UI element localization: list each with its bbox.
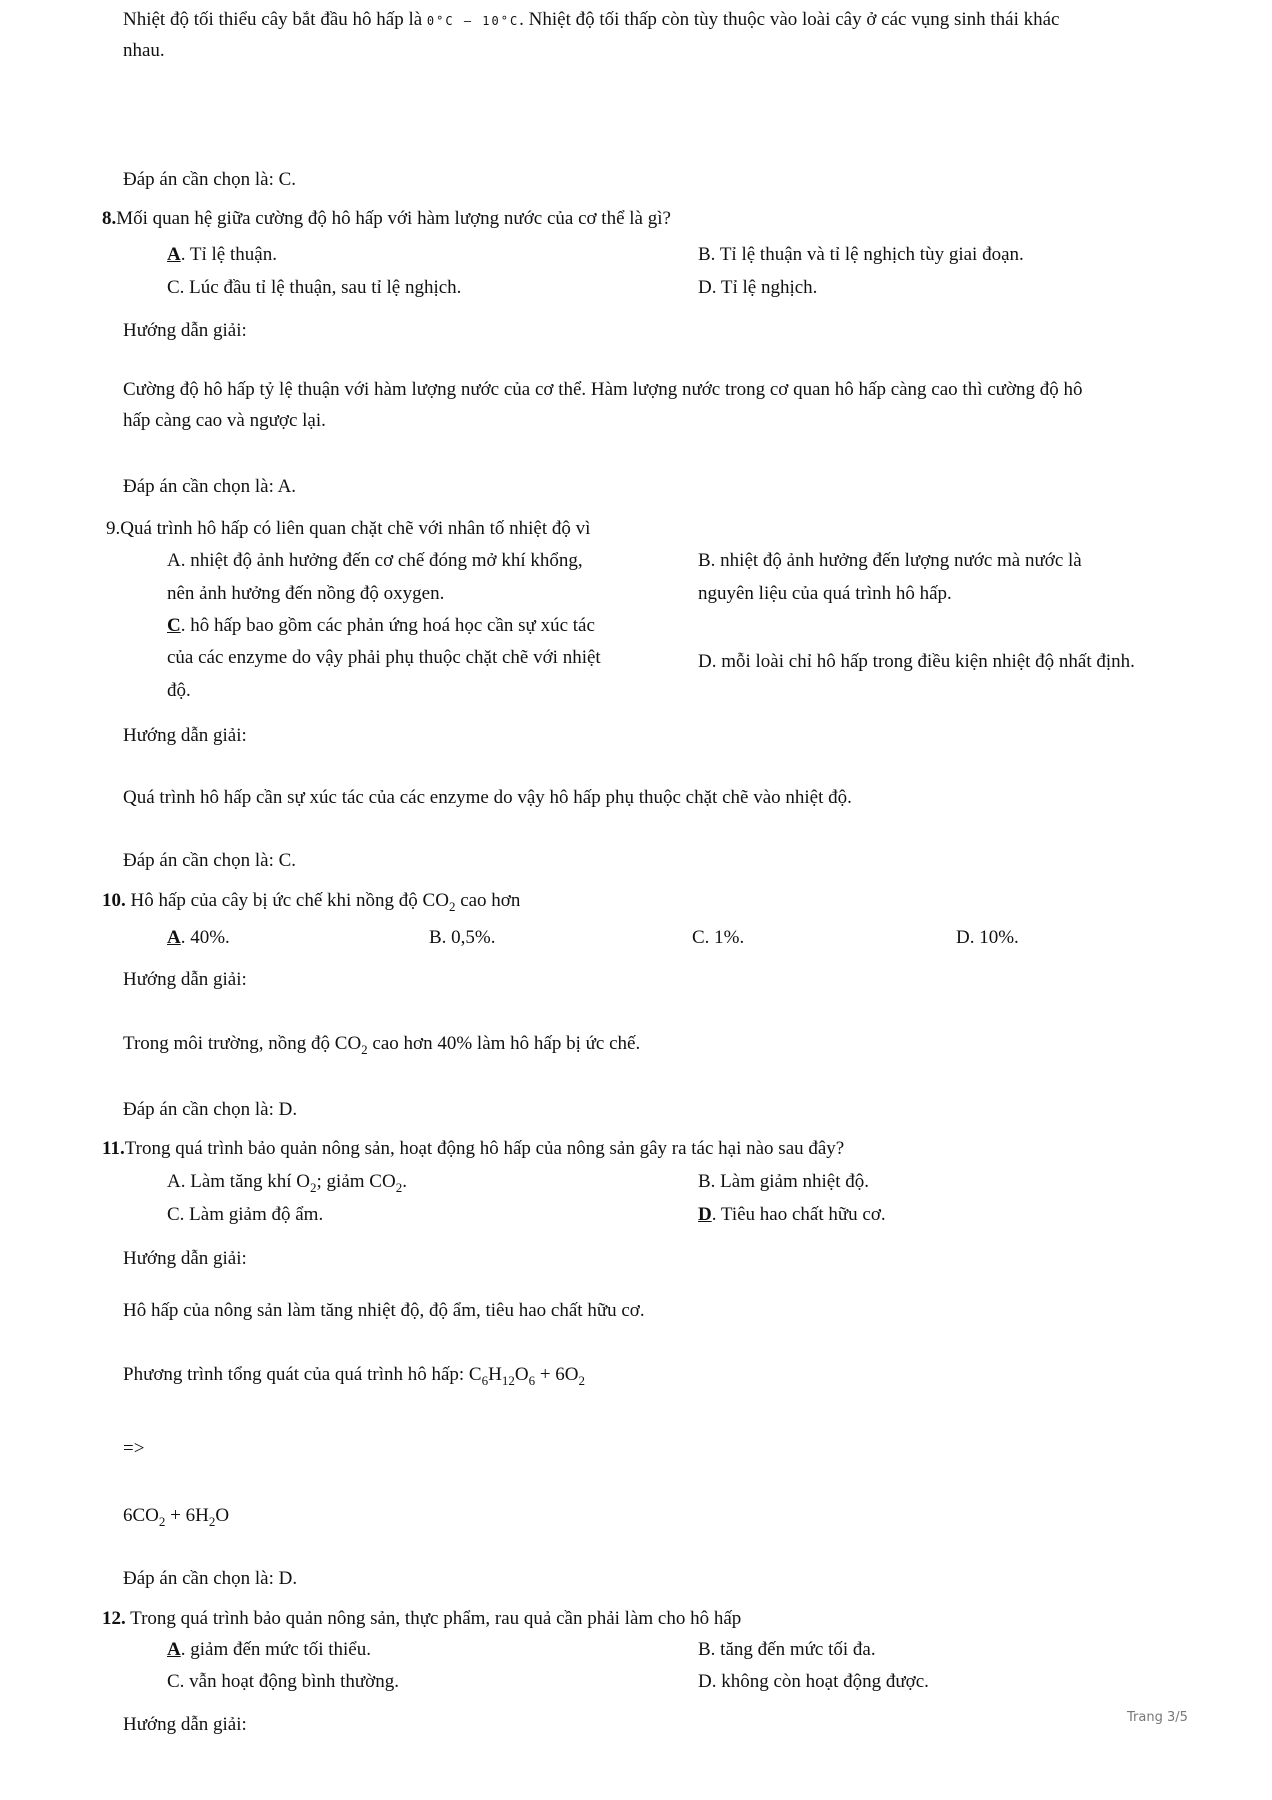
text: A. Làm tăng khí O	[167, 1171, 311, 1192]
question-number: 8.	[102, 208, 117, 229]
question-11	[102, 1138, 844, 1160]
answer-7: Đáp án cần chọn là: C.	[123, 169, 297, 190]
correct-key: C	[167, 615, 181, 636]
explanation-cont: hấp càng cao và ngược lại.	[123, 410, 326, 431]
option-b: B. tăng đến mức tối đa.	[698, 1639, 876, 1660]
subscript: 2	[158, 1513, 166, 1529]
paragraph	[123, 9, 1060, 32]
option-b: B. Tỉ lệ thuận và tỉ lệ nghịch tùy giai đoạn.	[698, 244, 1024, 265]
option-c: C. Lúc đầu tỉ lệ thuận, sau tỉ lệ nghịch.	[167, 277, 462, 298]
option-d: D. 10%.	[956, 927, 1019, 948]
explanation	[123, 1033, 640, 1055]
option-c-cont: độ.	[167, 680, 191, 701]
answer-9: Đáp án cần chọn là: C.	[123, 850, 297, 871]
option-d: D. không còn hoạt động được.	[698, 1671, 929, 1692]
option-a	[167, 1639, 371, 1661]
option-b: B. 0,5%.	[429, 927, 496, 948]
question-text: Mối quan hệ giữa cường độ hô hấp với hàm lượng nước của cơ thể là gì?	[116, 208, 671, 229]
text: cao hơn 40% làm hô hấp bị ức chế.	[367, 1033, 641, 1054]
option-a-cont: nên ảnh hưởng đến nồng độ oxygen.	[167, 583, 445, 604]
subscript: 2	[361, 1041, 368, 1057]
subscript: 2	[310, 1179, 317, 1195]
subscript: 6	[528, 1372, 536, 1388]
guide-heading: Hướng dẫn giải:	[123, 1248, 247, 1269]
paragraph-cont: nhau.	[123, 40, 165, 61]
subscript: 2	[448, 898, 456, 914]
text: . Nhiệt độ tối thấp còn tùy thuộc vào loài cây ở các vụng sinh thái khác	[519, 9, 1060, 30]
question-text: Quá trình hô hấp có liên quan chặt chẽ với nhân tố nhiệt độ vì	[120, 518, 591, 539]
text: H	[488, 1364, 502, 1385]
text: .	[402, 1171, 407, 1192]
answer-10: Đáp án cần chọn là: D.	[123, 1099, 298, 1120]
option-c: C. 1%.	[692, 927, 745, 948]
text: 6CO	[123, 1505, 159, 1526]
option-a	[167, 1171, 407, 1193]
explanation: Hô hấp của nông sản làm tăng nhiệt độ, độ ẩm, tiêu hao chất hữu cơ.	[123, 1300, 645, 1321]
question-9	[106, 518, 590, 540]
option-text: . hô hấp bao gồm các phản ứng hoá học cần sự xúc tác	[180, 615, 595, 636]
question-text: cao hơn	[455, 890, 521, 911]
question-number: 10.	[102, 890, 126, 911]
option-b-cont: nguyên liệu của quá trình hô hấp.	[698, 583, 952, 604]
option-a	[167, 927, 230, 949]
subscript: 12	[501, 1372, 515, 1388]
text: + 6H	[165, 1505, 209, 1526]
text: O	[215, 1505, 230, 1526]
arrow: =>	[123, 1438, 145, 1459]
guide-heading: Hướng dẫn giải:	[123, 969, 247, 990]
option-d: D. mỗi loài chỉ hô hấp trong điều kiện nhiệt độ nhất định.	[698, 651, 1135, 672]
temperature-range: 0°C – 10°C	[426, 14, 520, 28]
guide-heading: Hướng dẫn giải:	[123, 320, 247, 341]
explanation: Quá trình hô hấp cần sự xúc tác của các enzyme do vậy hô hấp phụ thuộc chặt chẽ vào nhiệt độ.	[123, 787, 852, 808]
text: Phương trình tổng quát của quá trình hô hấp: C	[123, 1364, 482, 1385]
option-text: . giảm đến mức tối thiểu.	[180, 1639, 371, 1660]
text: + 6O	[535, 1364, 579, 1385]
text: O	[514, 1364, 529, 1385]
answer-11: Đáp án cần chọn là: D.	[123, 1568, 298, 1589]
option-c: C. Làm giảm độ ẩm.	[167, 1204, 324, 1225]
text: Trong môi trường, nồng độ CO	[123, 1033, 362, 1054]
option-c	[167, 615, 595, 637]
subscript: 6	[481, 1372, 489, 1388]
explanation: Cường độ hô hấp tỷ lệ thuận với hàm lượng nước của cơ thể. Hàm lượng nước trong cơ quan hô hấp càng cao thì cường độ hô	[123, 379, 1083, 400]
question-text: Trong quá trình bảo quản nông sản, hoạt động hô hấp của nông sản gây ra tác hại nào sau đây?	[124, 1138, 845, 1159]
question-text: Hô hấp của cây bị ức chế khi nồng độ CO	[125, 890, 449, 911]
option-a	[167, 244, 277, 266]
answer-8: Đáp án cần chọn là: A.	[123, 476, 297, 497]
question-12	[102, 1608, 741, 1630]
guide-heading: Hướng dẫn giải:	[123, 1714, 247, 1735]
option-b: B. Làm giảm nhiệt độ.	[698, 1171, 869, 1192]
text: Nhiệt độ tối thiểu cây bắt đầu hô hấp là	[123, 9, 427, 30]
correct-key: D	[698, 1204, 712, 1225]
option-d	[698, 1204, 886, 1226]
correct-key: A	[167, 244, 181, 265]
page-number: Trang 3/5	[1127, 1710, 1188, 1725]
subscript: 2	[395, 1179, 403, 1195]
option-text: . Tiêu hao chất hữu cơ.	[711, 1204, 886, 1225]
correct-key: A	[167, 1639, 181, 1660]
option-d: D. Tỉ lệ nghịch.	[698, 277, 818, 298]
option-c: C. vẫn hoạt động bình thường.	[167, 1671, 399, 1692]
question-number: 9.	[106, 518, 121, 539]
correct-key: A	[167, 927, 181, 948]
question-text: Trong quá trình bảo quản nông sản, thực phẩm, rau quả cần phải làm cho hô hấp	[125, 1608, 742, 1629]
option-text: . 40%.	[180, 927, 230, 948]
question-number: 12.	[102, 1608, 126, 1629]
option-a: A. nhiệt độ ảnh hưởng đến cơ chế đóng mở khí khổng,	[167, 550, 583, 571]
option-text: . Tỉ lệ thuận.	[180, 244, 277, 265]
option-b: B. nhiệt độ ảnh hưởng đến lượng nước mà nước là	[698, 550, 1082, 571]
text: ; giảm CO	[316, 1171, 396, 1192]
equation	[123, 1364, 585, 1386]
subscript: 2	[578, 1372, 586, 1388]
option-c-cont: của các enzyme do vậy phải phụ thuộc chặt chẽ với nhiệt	[167, 647, 601, 668]
question-number: 11.	[102, 1138, 125, 1159]
guide-heading: Hướng dẫn giải:	[123, 725, 247, 746]
equation-products	[123, 1505, 229, 1527]
question-10	[102, 890, 520, 912]
subscript: 2	[208, 1513, 216, 1529]
question-8	[102, 208, 671, 230]
